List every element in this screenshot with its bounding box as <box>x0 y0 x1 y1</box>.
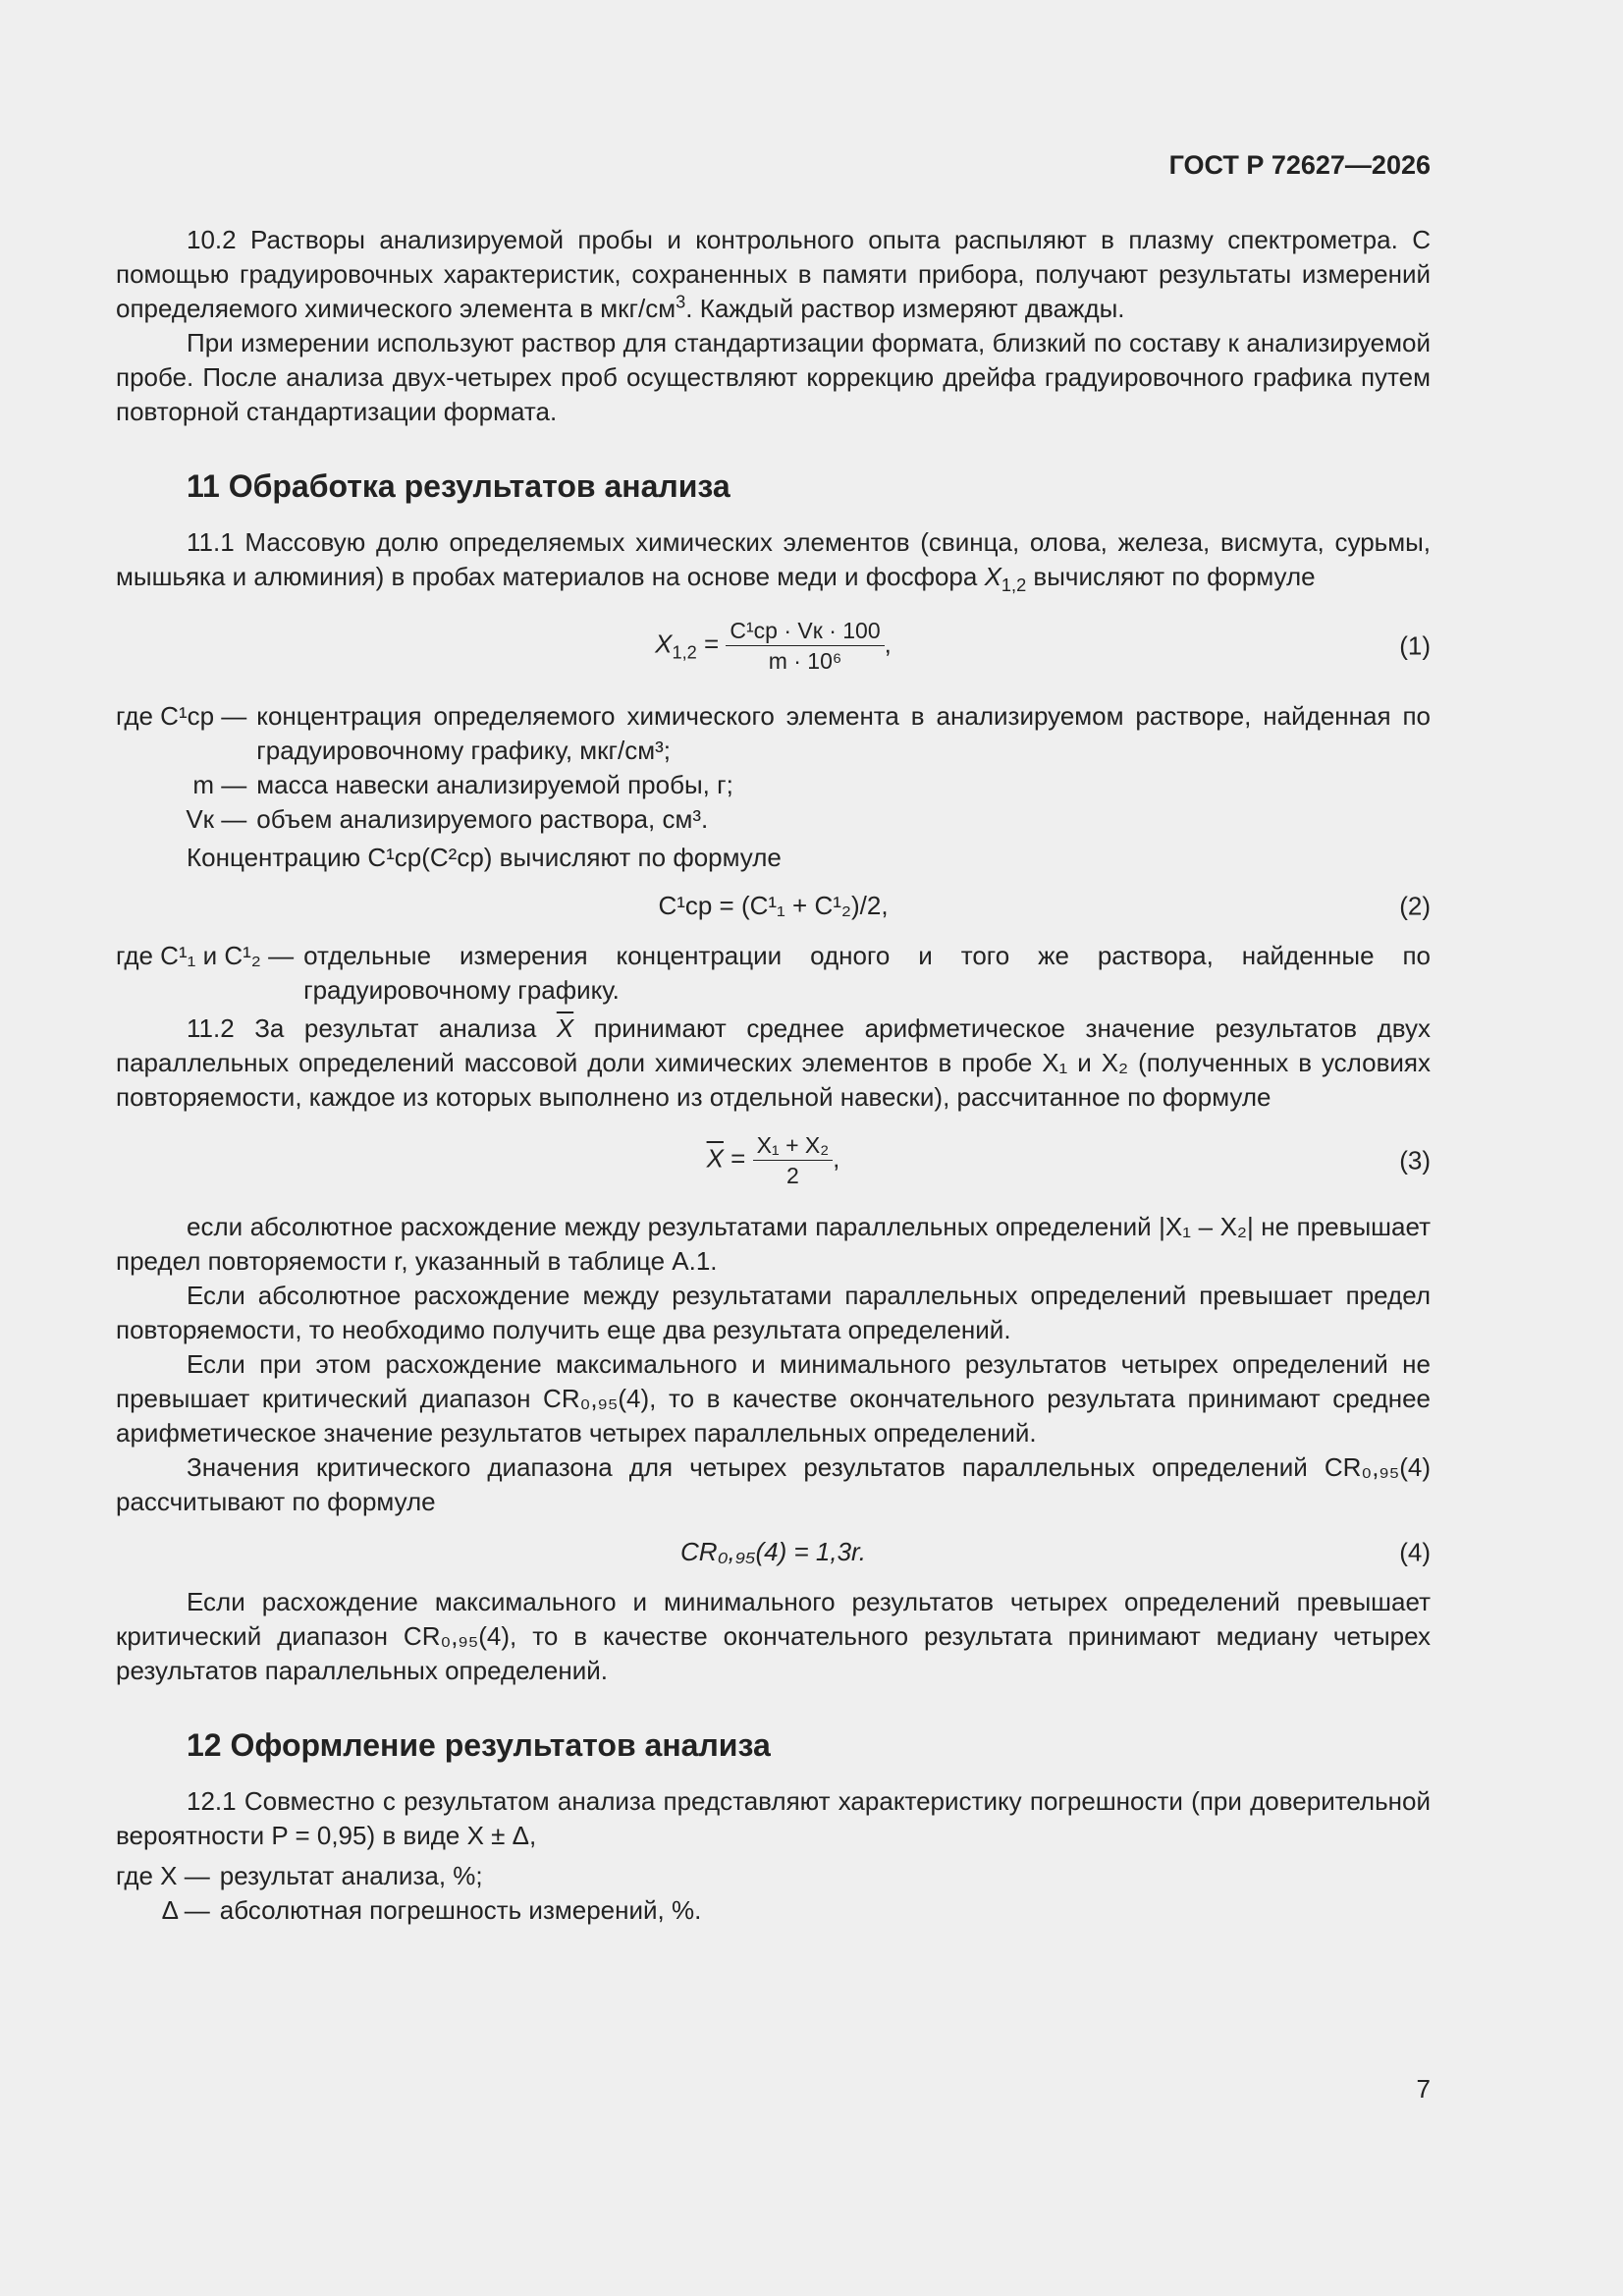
where-label: m — <box>192 770 247 799</box>
where-description: результат анализа, %; <box>219 1861 483 1890</box>
paragraph-text: . Каждый раствор измеряют дважды. <box>685 294 1125 323</box>
denominator: m · 10⁶ <box>768 648 842 674</box>
formula-4 <box>116 1535 1431 1569</box>
paragraph-text: вычисляют по формуле <box>1026 562 1316 591</box>
page-number: 7 <box>1416 2074 1431 2104</box>
subscript: 1,2 <box>1001 575 1027 596</box>
subscript: 1,2 <box>672 642 697 663</box>
paragraph-10-2-b: При измерении используют раствор для стандартизации формата, близкий по составу к анализируемой пробе. После анализа двух-четырех проб осуществляют коррекцию дрейфа градуировочного графика путем повторной стандартизации формата. <box>116 328 1431 426</box>
where-list-3 <box>116 1859 1431 1928</box>
formula-tail: , <box>884 629 892 659</box>
numerator: X₁ + X₂ <box>753 1130 834 1161</box>
where-label: где X — <box>116 1861 210 1890</box>
where-list-1 <box>116 699 1431 837</box>
paragraph-exceeds: Если абсолютное расхождение между результатами параллельных определений превышает предел повторяемости, то необходимо получить еще два результата определений. <box>116 1281 1431 1344</box>
variable: X <box>984 562 1001 591</box>
variable-mean: $\overline{X}$ <box>556 1013 574 1043</box>
section-11-title: 11 Обработка результатов анализа <box>187 468 730 504</box>
paragraph-text: 11.2 За результат анализа <box>187 1013 557 1043</box>
fraction <box>726 616 884 676</box>
formula-text: CR₀,₉₅(4) = 1,3r. <box>680 1537 866 1566</box>
fraction <box>753 1130 834 1190</box>
paragraph-text: принимают среднее арифметическое значение результатов двух параллельных определений массовой доли химических элементов в пробе X₁ и X₂ (полученных в условиях повторяемости, каждое из которых выполнено из отдельной навески), рассчитанное по формуле <box>116 1013 1432 1112</box>
paragraph-11-1 <box>116 525 1431 594</box>
section-12-title: 12 Оформление результатов анализа <box>187 1727 771 1763</box>
formula-number: (3) <box>1399 1145 1431 1175</box>
paragraph-median: Если расхождение максимального и минимального результатов четырех определений превышает критический диапазон CR₀,₉₅(4), то в качестве окончательного результата принимают медиану четырех результатов параллельных определений. <box>116 1587 1431 1685</box>
where-label: где C¹ср — <box>116 701 247 731</box>
superscript: 3 <box>676 292 686 312</box>
formula-number: (1) <box>1399 630 1431 660</box>
paragraph-critical-range: Если при этом расхождение максимального и минимального результатов четырех определений не превышает критический диапазон CR₀,₉₅(4), то в качестве окончательного результата принимают среднее арифметическое значение результатов четырех параллельных определений. <box>116 1349 1431 1448</box>
equals-sign: = <box>723 1143 753 1174</box>
where-label: Vк — <box>186 804 247 834</box>
formula-tail: , <box>833 1143 840 1174</box>
formula-number: (2) <box>1399 891 1431 920</box>
numerator: C¹ср · Vк · 100 <box>726 616 884 646</box>
paragraph-12-1: 12.1 Совместно с результатом анализа представляют характеристику погрешности (при доверительной вероятности P = 0,95) в виде X ± Δ, <box>116 1786 1431 1850</box>
where-list-2 <box>116 939 1431 1008</box>
where-description: концентрация определяемого химического элемента в анализируемом растворе, найденная по градуировочному графику, мкг/см³; <box>256 701 1431 765</box>
formula-3 <box>116 1130 1431 1190</box>
formula-lhs: X <box>655 629 673 659</box>
paragraph-concentration: Концентрацию C¹ср(C²ср) вычисляют по формуле <box>187 843 782 872</box>
formula-text: C¹ср = (C¹₁ + C¹₂)/2, <box>658 891 889 920</box>
where-description: масса навески анализируемой пробы, г; <box>256 770 733 799</box>
formula-lhs: $\overline{X}$ <box>706 1143 724 1174</box>
paragraph-10-2 <box>116 223 1431 326</box>
page-content <box>116 223 1431 1928</box>
denominator: 2 <box>785 1163 799 1188</box>
paragraph-critical-values: Значения критического диапазона для четырех результатов параллельных определений CR₀,₉₅(4) рассчитывают по формуле <box>116 1452 1431 1516</box>
where-description: объем анализируемого раствора, см³. <box>256 804 709 834</box>
where-label: где C¹₁ и C¹₂ — <box>116 941 295 970</box>
equals-sign: = <box>696 629 727 659</box>
paragraph-11-2 <box>116 1011 1431 1115</box>
paragraph-text: 11.1 Массовую долю определяемых химических элементов (свинца, олова, железа, висмута, сурьмы, мышьяка и алюминия) в пробах материалов на основе меди и фосфора <box>116 527 1431 591</box>
where-label: Δ — <box>161 1895 210 1925</box>
paragraph-condition: если абсолютное расхождение между результатами параллельных определений |X₁ – X₂| не превышает предел повторяемости r, указанный в таблице А.1. <box>116 1212 1431 1276</box>
formula-2 <box>116 889 1431 923</box>
paragraph-text: 10.2 Растворы анализируемой пробы и контрольного опыта распыляют в плазму спектрометра. С помощью градуировочных характеристик, сохраненных в памяти прибора, получают результаты измерений определяемого химического элемента в мкг/см <box>116 225 1431 323</box>
document-id-header: ГОСТ Р 72627—2026 <box>1168 150 1431 180</box>
where-description: абсолютная погрешность измерений, %. <box>219 1895 702 1925</box>
formula-1 <box>116 616 1431 676</box>
formula-number: (4) <box>1399 1537 1431 1566</box>
where-description: отдельные измерения концентрации одного и того же раствора, найденные по градуировочному графику. <box>303 941 1431 1005</box>
